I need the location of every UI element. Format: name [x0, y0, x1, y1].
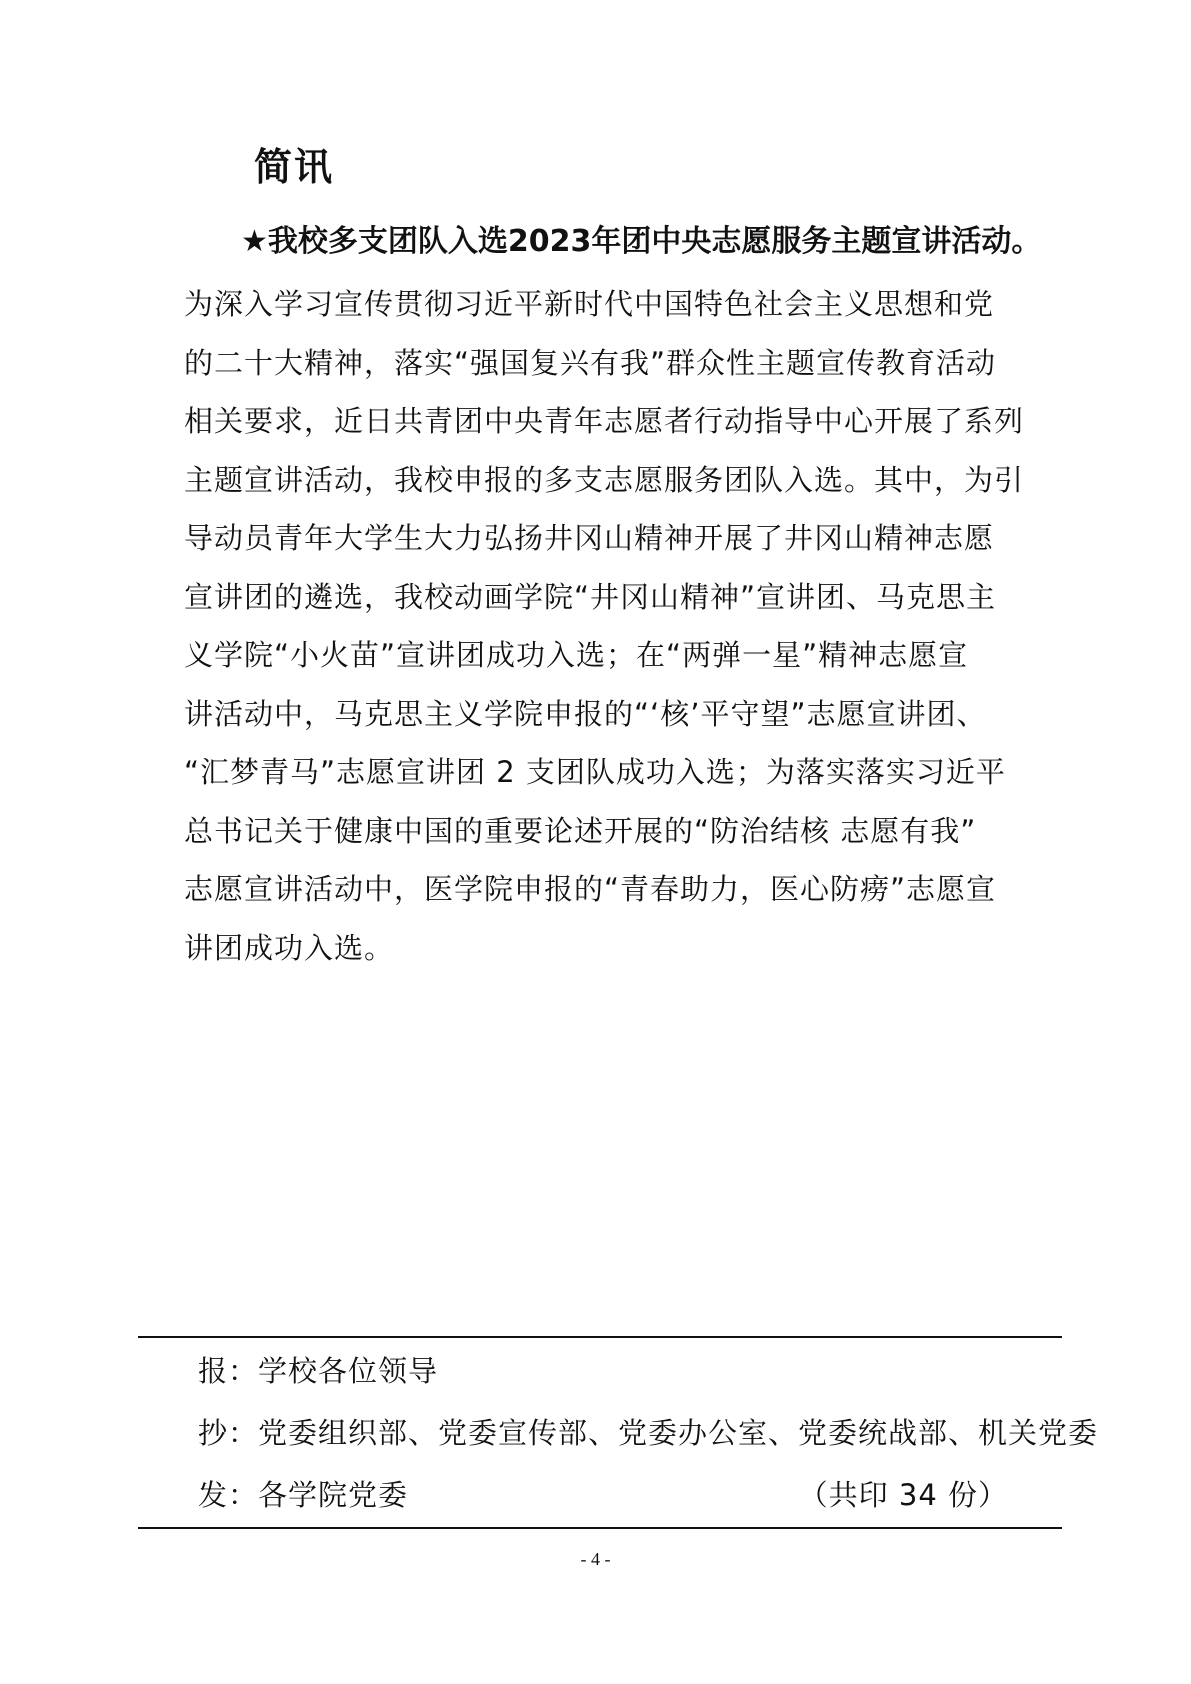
body-line: 讲活动中，马克思主义学院申报的“‘核’平守望”志愿宣讲团、 [184, 696, 987, 731]
body-line: 讲团成功入选。 [184, 930, 395, 965]
body-line: “汇梦青马”志愿宣讲团 2 支团队成功入选；为落实落实习近平 [184, 755, 1006, 789]
distribution-top-rule [138, 1336, 1062, 1338]
body-line: 志愿宣讲活动中，医学院申报的“青春助力，医心防痨”志愿宣 [184, 872, 997, 906]
page-number: - 4 - [580, 1549, 611, 1569]
news-headline: ★我校多支团队入选2023年团中央志愿服务主题宣讲活动。 [241, 224, 1042, 259]
body-line: 导动员青年大学生大力弘扬井冈山精神开展了井冈山精神志愿 [184, 521, 995, 555]
body-line: 相关要求，近日共青团中央青年志愿者行动指导中心开展了系列 [184, 404, 1025, 438]
print-copies-count: （共印 34 份） [798, 1478, 1008, 1512]
body-line: 为深入学习宣传贯彻习近平新时代中国特色社会主义思想和党 [184, 287, 995, 321]
body-line: 主题宣讲活动，我校申报的多支志愿服务团队入选。其中，为引 [184, 462, 1025, 497]
body-line: 宣讲团的遴选，我校动画学院“井冈山精神”宣讲团、马克思主 [184, 579, 997, 614]
body-line: 的二十大精神，落实“强国复兴有我”群众性主题宣传教育活动 [184, 345, 997, 380]
distribution-issue-to: 发：各学院党委 [198, 1478, 409, 1512]
distribution-issue-row [198, 1478, 1008, 1512]
news-body [184, 282, 1024, 984]
section-title: 简讯 [254, 144, 335, 189]
distribution-copy-to: 抄：党委组织部、党委宣传部、党委办公室、党委统战部、机关党委 [198, 1416, 1099, 1450]
distribution-report-to: 报：学校各位领导 [198, 1354, 439, 1388]
body-line: 总书记关于健康中国的重要论述开展的“防治结核 志愿有我” [184, 813, 977, 848]
distribution-bottom-rule [138, 1527, 1062, 1529]
body-line: 义学院“小火苗”宣讲团成功入选；在“两弹一星”精神志愿宣 [184, 638, 969, 672]
